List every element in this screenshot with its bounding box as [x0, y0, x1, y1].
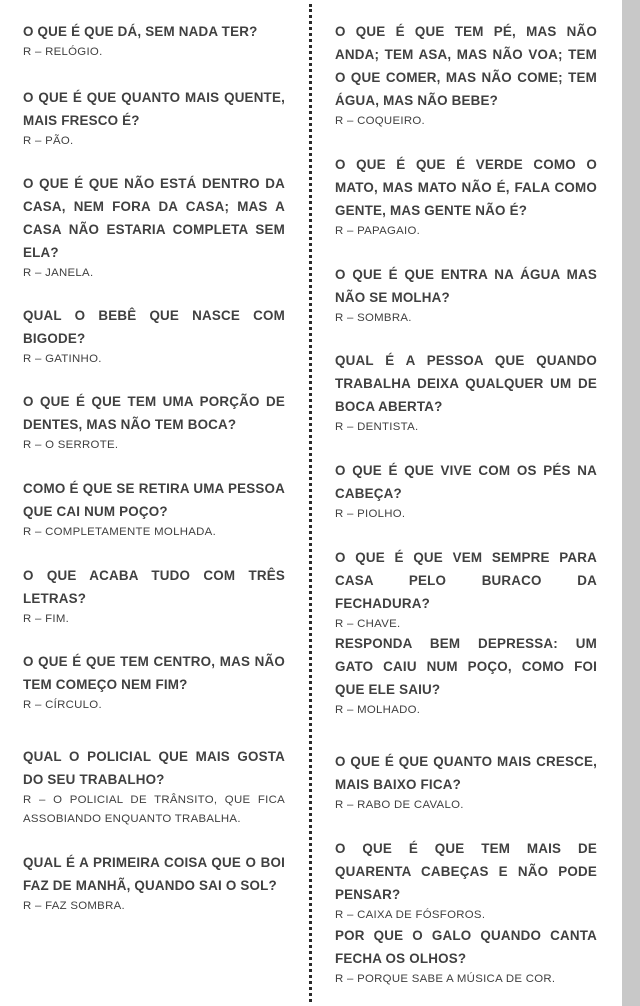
- riddle-question: O QUE É QUE VEM SEMPRE PARA CASA PELO BURACO DA FECHADURA?: [335, 550, 597, 611]
- riddle-question: QUAL É A PRIMEIRA COISA QUE O BOI FAZ DE MANHÃ, QUANDO SAI O SOL?: [23, 855, 285, 893]
- riddle-question: O QUE É QUE TEM MAIS DE QUARENTA CABEÇAS E NÃO PODE PENSAR?: [335, 841, 597, 902]
- riddle-answer: R – DENTISTA.: [335, 421, 419, 433]
- riddle-item: [23, 86, 285, 151]
- riddle-answer: R – PÃO.: [23, 135, 74, 147]
- riddle-item: [335, 837, 597, 925]
- riddle-item: [335, 153, 597, 241]
- riddle-item: [23, 304, 285, 369]
- riddle-answer: R – CAIXA DE FÓSFOROS.: [335, 909, 486, 921]
- riddle-question: POR QUE O GALO QUANDO CANTA FECHA OS OLHOS?: [335, 928, 597, 966]
- riddle-item: [335, 632, 597, 720]
- riddle-item: [23, 477, 285, 542]
- riddle-question: RESPONDA BEM DEPRESSA: UM GATO CAIU NUM POÇO, COMO FOI QUE ELE SAIU?: [335, 636, 597, 697]
- riddle-question: O QUE É QUE TEM UMA PORÇÃO DE DENTES, MAS NÃO TEM BOCA?: [23, 394, 285, 432]
- riddle-item: [23, 650, 285, 715]
- riddle-question: O QUE É QUE ENTRA NA ÁGUA MAS NÃO SE MOLHA?: [335, 267, 597, 305]
- riddle-question: O QUE É QUE NÃO ESTÁ DENTRO DA CASA, NEM FORA DA CASA; MAS A CASA NÃO ESTARIA COMPLETA SEM ELA?: [23, 176, 285, 260]
- riddle-question: QUAL É A PESSOA QUE QUANDO TRABALHA DEIXA QUALQUER UM DE BOCA ABERTA?: [335, 353, 597, 414]
- riddle-question: QUAL O POLICIAL QUE MAIS GOSTA DO SEU TRABALHO?: [23, 749, 285, 787]
- riddle-item: [23, 851, 285, 916]
- riddle-item: [335, 924, 597, 989]
- riddle-answer: R – O POLICIAL DE TRÂNSITO, QUE FICA ASSOBIANDO ENQUANTO TRABALHA.: [23, 794, 285, 825]
- riddle-item: [23, 172, 285, 283]
- riddle-question: O QUE É QUE TEM CENTRO, MAS NÃO TEM COMEÇO NEM FIM?: [23, 654, 285, 692]
- riddle-question: O QUE É QUE QUANTO MAIS QUENTE, MAIS FRESCO É?: [23, 90, 285, 128]
- riddle-item: [335, 459, 597, 524]
- riddle-answer: R – RABO DE CAVALO.: [335, 799, 464, 811]
- riddle-answer: R – SOMBRA.: [335, 312, 412, 324]
- riddle-answer: R – COQUEIRO.: [335, 115, 425, 127]
- riddle-answer: R – PAPAGAIO.: [335, 225, 421, 237]
- riddle-item: [23, 390, 285, 455]
- riddle-answer: R – PORQUE SABE A MÚSICA DE COR.: [335, 973, 556, 985]
- riddle-item: [23, 745, 285, 829]
- riddle-item: [335, 263, 597, 328]
- riddle-answer: R – PIOLHO.: [335, 508, 406, 520]
- riddle-item: [335, 750, 597, 815]
- riddle-item: [23, 20, 285, 62]
- riddle-answer: R – RELÓGIO.: [23, 46, 103, 58]
- riddle-item: [335, 349, 597, 437]
- dotted-column-divider: [309, 4, 312, 1002]
- riddle-answer: R – JANELA.: [23, 267, 94, 279]
- riddle-item: [23, 564, 285, 629]
- riddle-item: [335, 546, 597, 634]
- riddle-question: O QUE É QUE DÁ, SEM NADA TER?: [23, 24, 258, 39]
- riddle-item: [335, 20, 597, 131]
- riddle-question: QUAL O BEBÊ QUE NASCE COM BIGODE?: [23, 308, 285, 346]
- riddle-question: O QUE ACABA TUDO COM TRÊS LETRAS?: [23, 568, 285, 606]
- riddle-question: O QUE É QUE É VERDE COMO O MATO, MAS MATO NÃO É, FALA COMO GENTE, MAS GENTE NÃO É?: [335, 157, 597, 218]
- page-edge-bar: [622, 0, 640, 1006]
- riddle-question: COMO É QUE SE RETIRA UMA PESSOA QUE CAI NUM POÇO?: [23, 481, 285, 519]
- riddle-answer: R – MOLHADO.: [335, 704, 421, 716]
- riddle-question: O QUE É QUE TEM PÉ, MAS NÃO ANDA; TEM ASA, MAS NÃO VOA; TEM O QUE COMER, MAS NÃO COME; TEM ÁGUA, MAS NÃO BEBE?: [335, 24, 597, 108]
- riddle-answer: R – CHAVE.: [335, 618, 401, 630]
- riddle-answer: R – GATINHO.: [23, 353, 102, 365]
- riddle-answer: R – FIM.: [23, 613, 70, 625]
- riddle-answer: R – FAZ SOMBRA.: [23, 900, 125, 912]
- riddle-answer: R – O SERROTE.: [23, 439, 119, 451]
- riddle-question: O QUE É QUE QUANTO MAIS CRESCE, MAIS BAIXO FICA?: [335, 754, 597, 792]
- riddle-answer: R – CÍRCULO.: [23, 699, 102, 711]
- riddle-question: O QUE É QUE VIVE COM OS PÉS NA CABEÇA?: [335, 463, 597, 501]
- riddle-answer: R – COMPLETAMENTE MOLHADA.: [23, 526, 217, 538]
